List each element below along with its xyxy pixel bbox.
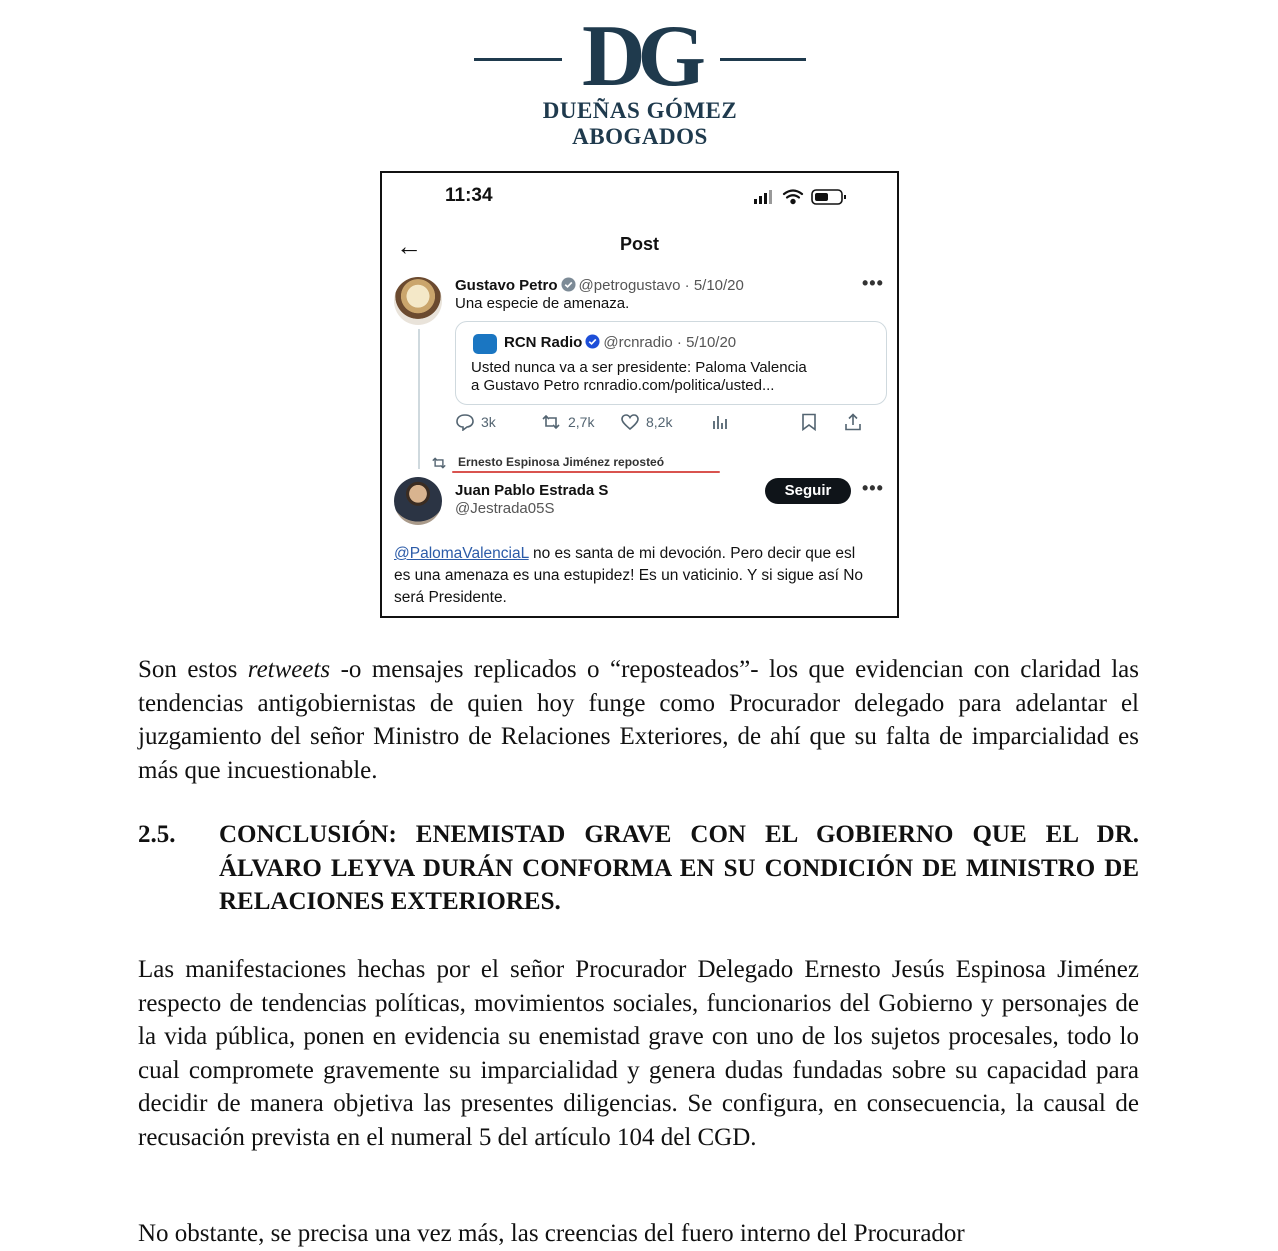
firm-monogram-logo: DG [582,8,698,105]
quoted-tweet[interactable] [455,321,887,405]
avatar[interactable] [394,277,442,325]
tweet-author[interactable] [455,277,744,294]
quote-text-line2: a Gustavo Petro rcnradio.com/politica/usted... [471,377,775,394]
status-icons [752,187,862,207]
avatar[interactable] [394,477,442,525]
reply-icon [455,413,475,431]
reply-count: 3k [481,414,496,430]
quote-author-name: RCN Radio [504,334,583,351]
embedded-tweet-screenshot [380,171,899,618]
paragraph-lead: Son estos [138,656,248,683]
signal-icon [754,190,772,204]
battery-icon [812,190,846,204]
more-options-icon[interactable]: ••• [862,273,884,293]
back-arrow-icon[interactable]: ← [396,231,422,261]
letterhead-rule-left [474,58,562,61]
repost-count: 2,7k [568,414,595,430]
repost-action[interactable] [540,413,594,431]
post-header-title: Post [619,234,659,254]
tweet-actions [455,413,885,435]
section-title: CONCLUSIÓN: ENEMISTAD GRAVE CON EL GOBIERNO QUE EL DR. ÁLVARO LEYVA DURÁN CONFORMA EN SU CONDICIÓN DE MINISTRO DE RELACIONES EXTERIORES. [219,821,1139,916]
status-time: 11:34 [445,185,493,206]
red-underline-annotation [452,471,720,473]
mention-link[interactable]: @PalomaValenciaL [394,545,529,562]
letterhead-rule-right [720,58,806,61]
letterhead [0,0,1278,149]
follow-button[interactable]: Seguir [765,478,851,504]
reply-action[interactable] [455,413,496,431]
section-number: 2.5. [138,821,176,848]
repost-small-icon [430,456,448,470]
repost-notice: Ernesto Espinosa Jiménez reposteó [458,455,665,469]
author-meta: @petrogustavo · 5/10/20 [578,277,744,294]
quote-text-line1: Usted nunca va a ser presidente: Paloma Valencia [471,359,807,376]
tweet2-body: no es santa de mi devoción. Pero decir que esl es una amenaza es una estupidez! Es un vaticinio. Y si sigue así No será Presidente. [394,545,864,606]
verified-badge-icon [561,277,576,292]
tweet-text: Una especie de amenaza. [455,295,630,312]
paragraph-italic-term: retweets [247,656,331,683]
more-options-icon[interactable]: ••• [862,478,884,498]
heart-icon [620,413,640,431]
paragraph-rest: -o mensajes replicados o “reposteados”- los que evidencian con claridad las tendencias antigobiernistas de quien hoy funge como Procurador delegado para adelantar el juzgamiento del señor Ministro de Relaciones Exteriores, de ahí que su falta de imparcialidad es más que incuestionable. [138,656,1140,784]
firm-name: DUEÑAS GÓMEZ ABOGADOS [542,98,738,149]
author-name: Gustavo Petro [455,277,558,294]
paragraph-manifestaciones: Las manifestaciones hechas por el señor Procurador Delegado Ernesto Jesús Espinosa Jiménez respecto de tendencias políticas, movimientos sociales, funcionarios del Gobierno y personajes de la vida pública, ponen en evidencia su enemistad grave con uno de los sujetos procesales, todo lo cual compromete gravemente su imparcialidad y genera dudas fundadas sobre su capacidad para decidir de manera objetiva las presentes diligencias. Se configura, en consecuencia, la causal de recusación prevista en el numeral 5 del artículo 104 del CGD. [138,956,1139,1151]
like-count: 8,2k [646,414,673,430]
repost-icon [540,413,562,431]
quote-author [504,334,736,351]
views-icon[interactable] [710,413,730,431]
share-icon[interactable] [843,413,863,431]
tweet2-text [394,543,874,609]
rcn-radio-logo-icon [473,334,497,354]
wifi-icon [784,191,802,204]
like-action[interactable] [620,413,672,431]
paragraph-no-obstante: No obstante, se precisa una vez más, las creencias del fuero interno del Procurador [138,1220,965,1247]
section-heading [138,818,1139,928]
tweet2-author-handle: @Jestrada05S [455,500,555,517]
thread-connector [418,329,420,469]
tweet2-author-name[interactable]: Juan Pablo Estrada S [455,482,609,499]
quote-author-meta: @rcnradio · 5/10/20 [603,334,737,351]
paragraph-retweets [138,653,1139,787]
bookmark-icon[interactable] [800,413,818,431]
verified-badge-icon [585,334,600,349]
